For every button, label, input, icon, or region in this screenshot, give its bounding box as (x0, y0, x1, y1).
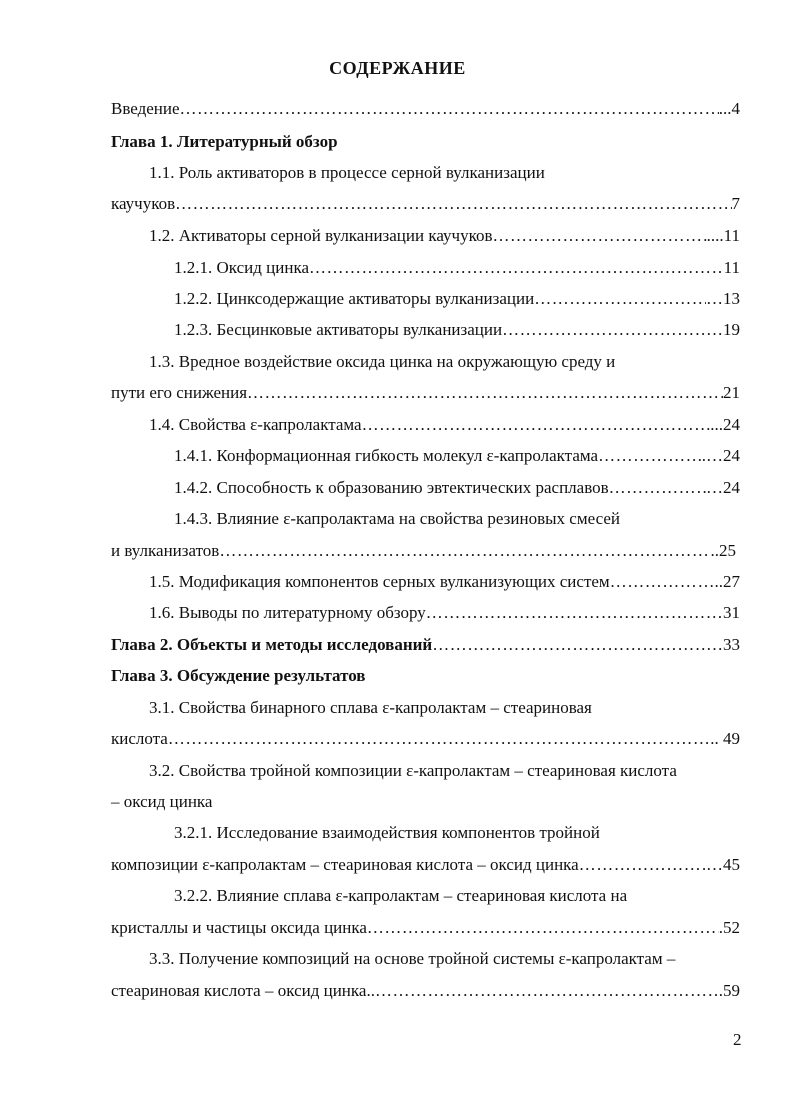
toc-entry-text[interactable]: 3.1. Свойства бинарного сплава ε-капролактам – стеариновая (149, 698, 592, 717)
toc-entry-text: 1.2.2. Цинксодержащие активаторы вулканизации (174, 289, 535, 308)
toc-entry[interactable] (174, 257, 740, 279)
toc-entry[interactable] (111, 854, 740, 876)
toc-entry-text: 1.2.3. Бесцинковые активаторы вулканизации (174, 320, 503, 339)
toc-entry-text: и вулканизатов (111, 541, 220, 560)
dot-leader (426, 602, 723, 624)
toc-entry[interactable] (111, 193, 740, 215)
toc-page-number: …45 (706, 855, 740, 874)
dot-leader (534, 288, 706, 310)
dot-leader (609, 477, 706, 499)
toc-entry-text: стеариновая кислота – оксид цинка.. (111, 981, 375, 1000)
toc-entry-text: 1.5. Модификация компонентов серных вулканизующих систем (149, 572, 610, 591)
toc-entry-text: каучуков (111, 194, 176, 213)
dot-leader (610, 571, 698, 593)
toc-entry-text: 1.4.1. Конформационная гибкость молекул ε-капролактама (174, 446, 599, 465)
toc-page-number: …33 (706, 635, 740, 654)
toc-page-number: …13 (706, 289, 740, 308)
toc-entry-text: пути его снижения (111, 383, 248, 402)
toc-entry[interactable] (111, 917, 740, 939)
toc-entry-text[interactable]: 1.3. Вредное воздействие оксида цинка на окружающую среду и (149, 352, 616, 371)
toc-entry-text: 1.2.1. Оксид цинка (174, 258, 309, 277)
dot-leader (579, 854, 706, 876)
toc-entry-text[interactable]: 1.4.3. Влияние ε-капролактама на свойства резиновых смесей (174, 509, 620, 528)
chapter-heading[interactable]: Глава 3. Обсуждение результатов (111, 666, 366, 685)
toc-entry-text[interactable]: 3.2. Свойства тройной композиции ε-капролактам – стеариновая кислота (149, 761, 677, 780)
toc-page-number: 31 (723, 603, 740, 622)
toc-entry-text: 1.4.2. Способность к образованию эвтектических расплавов (174, 478, 609, 497)
toc-entry-text: кислота (111, 729, 168, 748)
toc-entry-text: кристаллы и частицы оксида цинка (111, 918, 367, 937)
toc-entry-introduction[interactable] (111, 98, 740, 120)
toc-page-number: ...4 (718, 99, 740, 118)
toc-page-number: …24 (706, 478, 740, 497)
toc-entry[interactable] (174, 477, 740, 499)
dot-leader (502, 319, 706, 341)
toc-entry-text: композиции ε-капролактам – стеариновая кислота – оксид цинка (111, 855, 579, 874)
dot-leader (175, 193, 731, 215)
dot-leader (598, 445, 702, 467)
dot-leader (432, 634, 706, 656)
toc-page-number: 11 (723, 258, 740, 277)
toc-entry[interactable] (149, 571, 740, 593)
toc-entry-text: Введение (111, 99, 180, 118)
toc-entry[interactable] (149, 414, 740, 436)
page-title: СОДЕРЖАНИЕ (329, 58, 466, 78)
toc-entry[interactable] (111, 540, 736, 562)
dot-leader (375, 980, 719, 1002)
toc-page-number: …..27 (697, 572, 740, 591)
toc-page-number: .…24 (701, 446, 740, 465)
toc-entry-text[interactable]: 1.1. Роль активаторов в процессе серной вулканизации (149, 163, 545, 182)
toc-page-number: ...24 (710, 415, 740, 434)
toc-entry-text[interactable]: 3.2.2. Влияние сплава ε-капролактам – стеариновая кислота на (174, 886, 628, 905)
page-number: 2 (733, 1030, 742, 1049)
toc-entry-chapter-2[interactable] (111, 634, 740, 656)
toc-entry-text: 1.2. Активаторы серной вулканизации каучуков (149, 226, 493, 245)
dot-leader (362, 414, 711, 436)
toc-entry[interactable] (111, 382, 740, 404)
dot-leader (247, 382, 723, 404)
toc-page-number: ....11 (706, 226, 740, 245)
dot-leader (219, 540, 710, 562)
toc-entry[interactable] (111, 980, 740, 1002)
toc-entry-text[interactable]: 3.3. Получение композиций на основе тройной системы ε-капролактам – (149, 949, 676, 968)
toc-entry[interactable] (149, 225, 740, 247)
toc-entry-text[interactable]: – оксид цинка (111, 792, 213, 811)
toc-entry[interactable] (149, 602, 740, 624)
toc-page-number: .52 (718, 918, 740, 937)
toc-page-number: ..25 (710, 541, 736, 560)
dot-leader (367, 917, 719, 939)
toc-entry-text[interactable]: 3.2.1. Исследование взаимодействия компонентов тройной (174, 823, 600, 842)
toc-entry-text: 1.4. Свойства ε-капролактама (149, 415, 362, 434)
dot-leader (180, 98, 719, 120)
toc-page-number: .. 49 (710, 729, 740, 748)
toc-page-number: 21 (723, 383, 740, 402)
toc-page-number: …19 (706, 320, 740, 339)
chapter-heading: Глава 2. Объекты и методы исследований (111, 635, 433, 654)
toc-page-number: .59 (718, 981, 740, 1000)
dot-leader (493, 225, 707, 247)
dot-leader (168, 728, 710, 750)
toc-entry[interactable] (111, 728, 740, 750)
toc-page-number: 7 (731, 194, 740, 213)
dot-leader (309, 257, 724, 279)
toc-entry[interactable] (174, 288, 740, 310)
toc-entry[interactable] (174, 319, 740, 341)
toc-entry-text: 1.6. Выводы по литературному обзору (149, 603, 426, 622)
toc-entry[interactable] (174, 445, 740, 467)
chapter-heading[interactable]: Глава 1. Литературный обзор (111, 132, 338, 151)
